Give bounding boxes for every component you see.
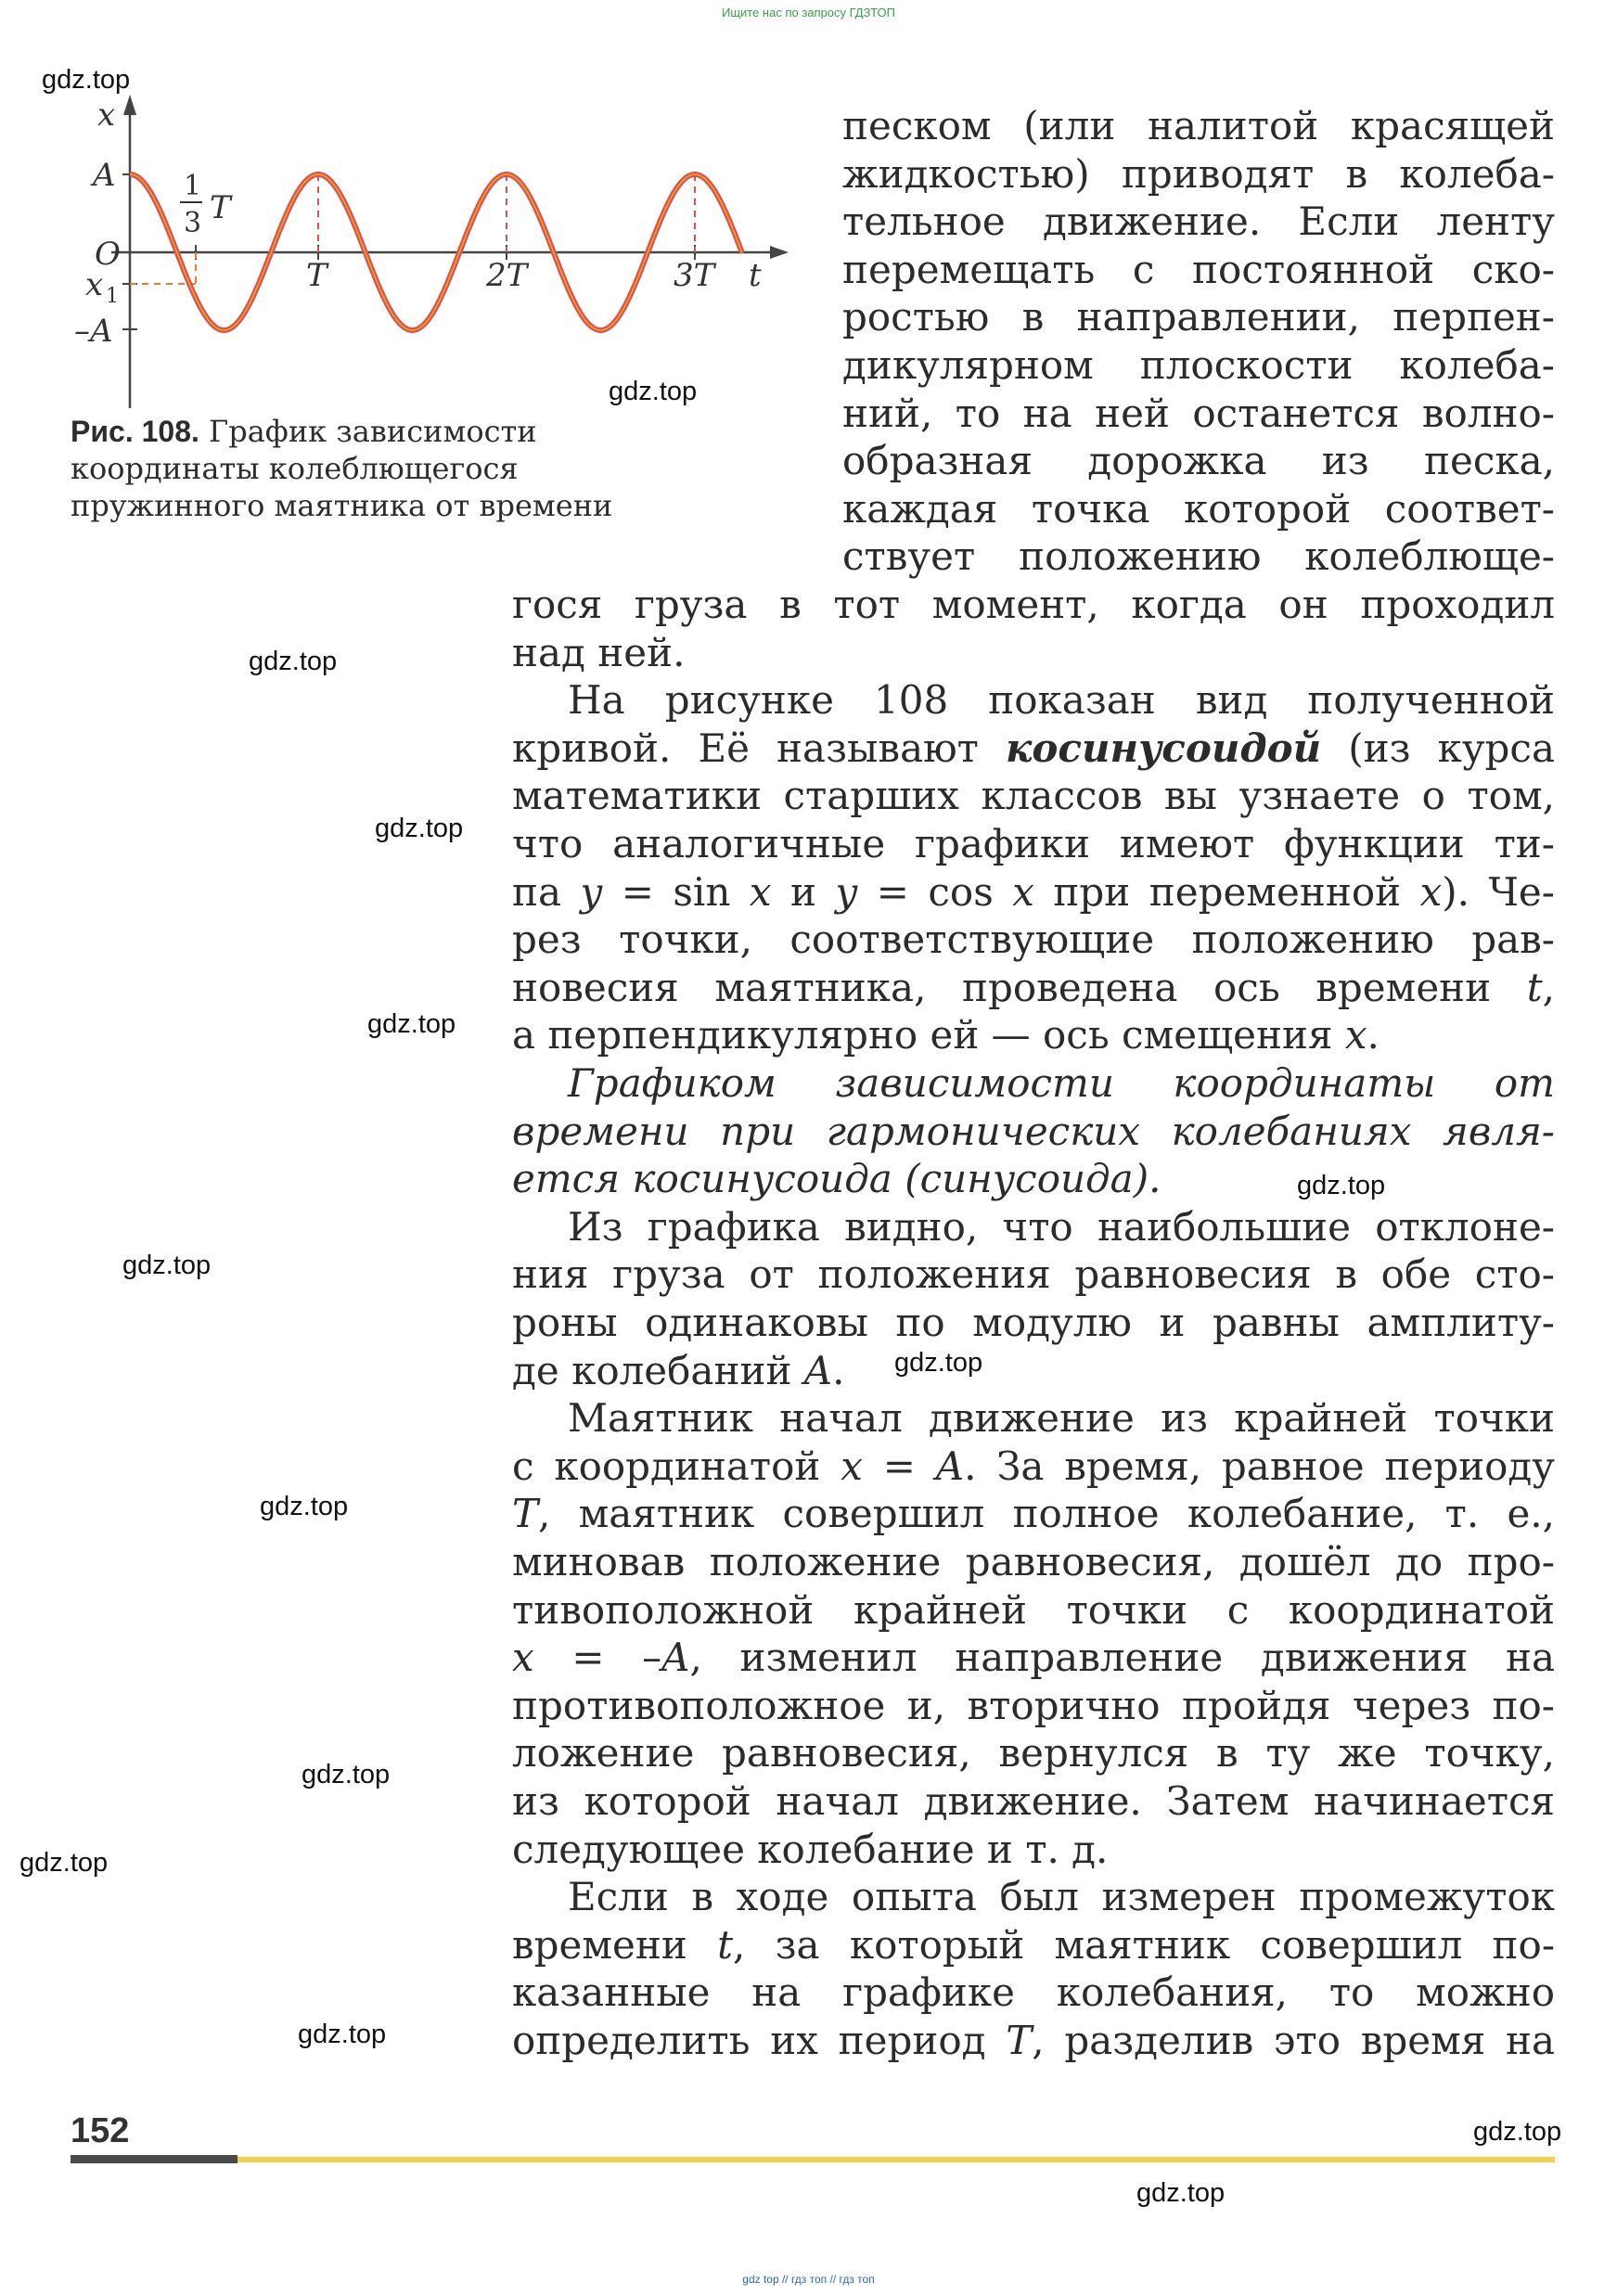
top-banner-link[interactable]: Ищите нас по запросу ГДЗТОП (721, 6, 895, 19)
label-t-axis: t (749, 257, 762, 294)
text-line: роны одинаковы по модулю и равны амплиту- (512, 1300, 1555, 1345)
caption-line-3: пружинного маятника от времени (71, 488, 613, 523)
watermark: gdz.top (122, 1251, 212, 1280)
text-line: а перпендикулярно ей — ось смещения x. (512, 1012, 1380, 1058)
watermark: gdz.top (375, 814, 464, 843)
text-line: ствует положению колеблюще- (842, 533, 1555, 580)
text-line: над ней. (512, 629, 686, 675)
page-rule-dark (71, 2155, 237, 2163)
text-line: тельное движение. Если ленту (842, 199, 1555, 245)
definition-line: ется косинусоида (синусоида). (512, 1156, 1161, 1202)
label-x1-sub: 1 (106, 285, 119, 308)
text-line: кривой. Её называют косинусоидой (из курса (512, 725, 1555, 771)
label-T: T (306, 257, 327, 294)
text-line: Если в ходе опыта был измерен промежуток (568, 1874, 1555, 1920)
text-line: математики старших классов вы узнаете о том, (512, 773, 1555, 819)
text-line: Из графика видно, что наибольшие отклоне- (568, 1203, 1555, 1250)
watermark: gdz.top (260, 1492, 349, 1521)
text-line: времени t, за который маятник совершил по- (512, 1921, 1556, 1968)
text-line: песком (или налитой красящей (842, 103, 1555, 148)
watermark: gdz.top (249, 647, 338, 676)
text-line: ростью в направлении, перпен- (842, 294, 1555, 340)
text-line: следующее колебание и т. д. (512, 1826, 1109, 1872)
text-line: определить их период T, разделив это время на (512, 2018, 1556, 2063)
watermark: gdz.top (367, 1009, 456, 1039)
term-cosinusoid: косинусоидой (1005, 725, 1322, 771)
caption-line-1: График зависимости (199, 414, 537, 449)
watermark: gdz.top (42, 65, 131, 95)
text-line: что аналогичные графики имеют функции ти- (512, 821, 1555, 866)
text-line: новесия маятника, проведена ось времени t, (512, 964, 1555, 1010)
watermark: gdz.top (302, 1760, 391, 1789)
text-line: x = –A, изменил направление движения на (512, 1635, 1555, 1681)
watermark: gdz.top (609, 377, 698, 406)
text-line: перемещать с постоянной ско- (842, 246, 1555, 292)
footer-links[interactable]: gdz top // гдз топ // гдз топ (742, 2273, 875, 2286)
text-line: миновав положение равновесия, дошёл до про- (512, 1539, 1555, 1584)
label-2T: 2T (486, 257, 528, 294)
text-line: T, маятник совершил полное колебание, т. е., (512, 1491, 1555, 1537)
label-O: O (95, 236, 121, 273)
text-line: каждая точка которой соответ- (842, 485, 1555, 532)
t-axis-arrow (770, 246, 789, 259)
text-line: гося груза в тот момент, когда он проходил (512, 582, 1555, 627)
text-line: ложение равновесия, вернулся в ту же точку, (512, 1730, 1555, 1777)
definition-line: времени при гармонических колебаниях явля- (512, 1108, 1555, 1154)
label-frac-num: 1 (184, 170, 202, 202)
definition-line: Графиком зависимости координаты от (568, 1060, 1555, 1106)
label-A: A (93, 157, 116, 194)
text-line: из которой начал движение. Затем начинается (512, 1778, 1555, 1824)
label-x1: x (85, 266, 104, 303)
watermark: gdz.top (1473, 2117, 1562, 2147)
text-line: тивоположной крайней точки с координатой (512, 1586, 1555, 1633)
watermark: gdz.top (19, 1848, 109, 1878)
watermark: gdz.top (894, 1348, 983, 1378)
text-line: ний, то на ней останется волно- (842, 390, 1555, 436)
text-line: с координатой x = A. За время, равное периоду (512, 1443, 1555, 1489)
text-line: рез точки, соответствующие положению рав- (512, 917, 1555, 963)
label-minus-A: –A (74, 313, 113, 350)
page-rule (237, 2157, 1555, 2162)
text-line: Маятник начал движение из крайней точки (568, 1395, 1555, 1442)
text-line: де колебаний A. (512, 1347, 845, 1393)
figure-caption (71, 413, 683, 524)
watermark: gdz.top (1297, 1171, 1386, 1200)
label-x-axis: x (97, 96, 116, 134)
caption-label: Рис. 108. (71, 415, 199, 448)
text-line: жидкостью) приводят в колеба- (842, 150, 1555, 197)
page-number: 152 (71, 2111, 130, 2150)
text-line: дикулярном плоскости колеба- (842, 342, 1555, 388)
text-line: образная дорожка из песка, (842, 438, 1555, 484)
oscillation-graph (46, 93, 789, 408)
x-axis-arrow (123, 95, 136, 115)
label-frac-T: T (210, 189, 231, 226)
label-frac-den: 3 (184, 207, 202, 239)
text-line: па y = sin x и y = cos x при переменной x). Че- (512, 868, 1555, 915)
watermark: gdz.top (298, 2020, 387, 2049)
caption-line-2: координаты колеблющегося (71, 451, 519, 486)
text-line: ния груза от положения равновесия в обе сто- (512, 1251, 1555, 1298)
text-line: казанные на графике колебания, то можно (512, 1969, 1555, 2016)
watermark: gdz.top (1136, 2178, 1226, 2208)
text-line: На рисунке 108 показан вид полученной (568, 677, 1555, 724)
label-3T: 3T (674, 257, 715, 294)
text-line: противоположное и, вторично пройдя через по- (512, 1682, 1555, 1728)
